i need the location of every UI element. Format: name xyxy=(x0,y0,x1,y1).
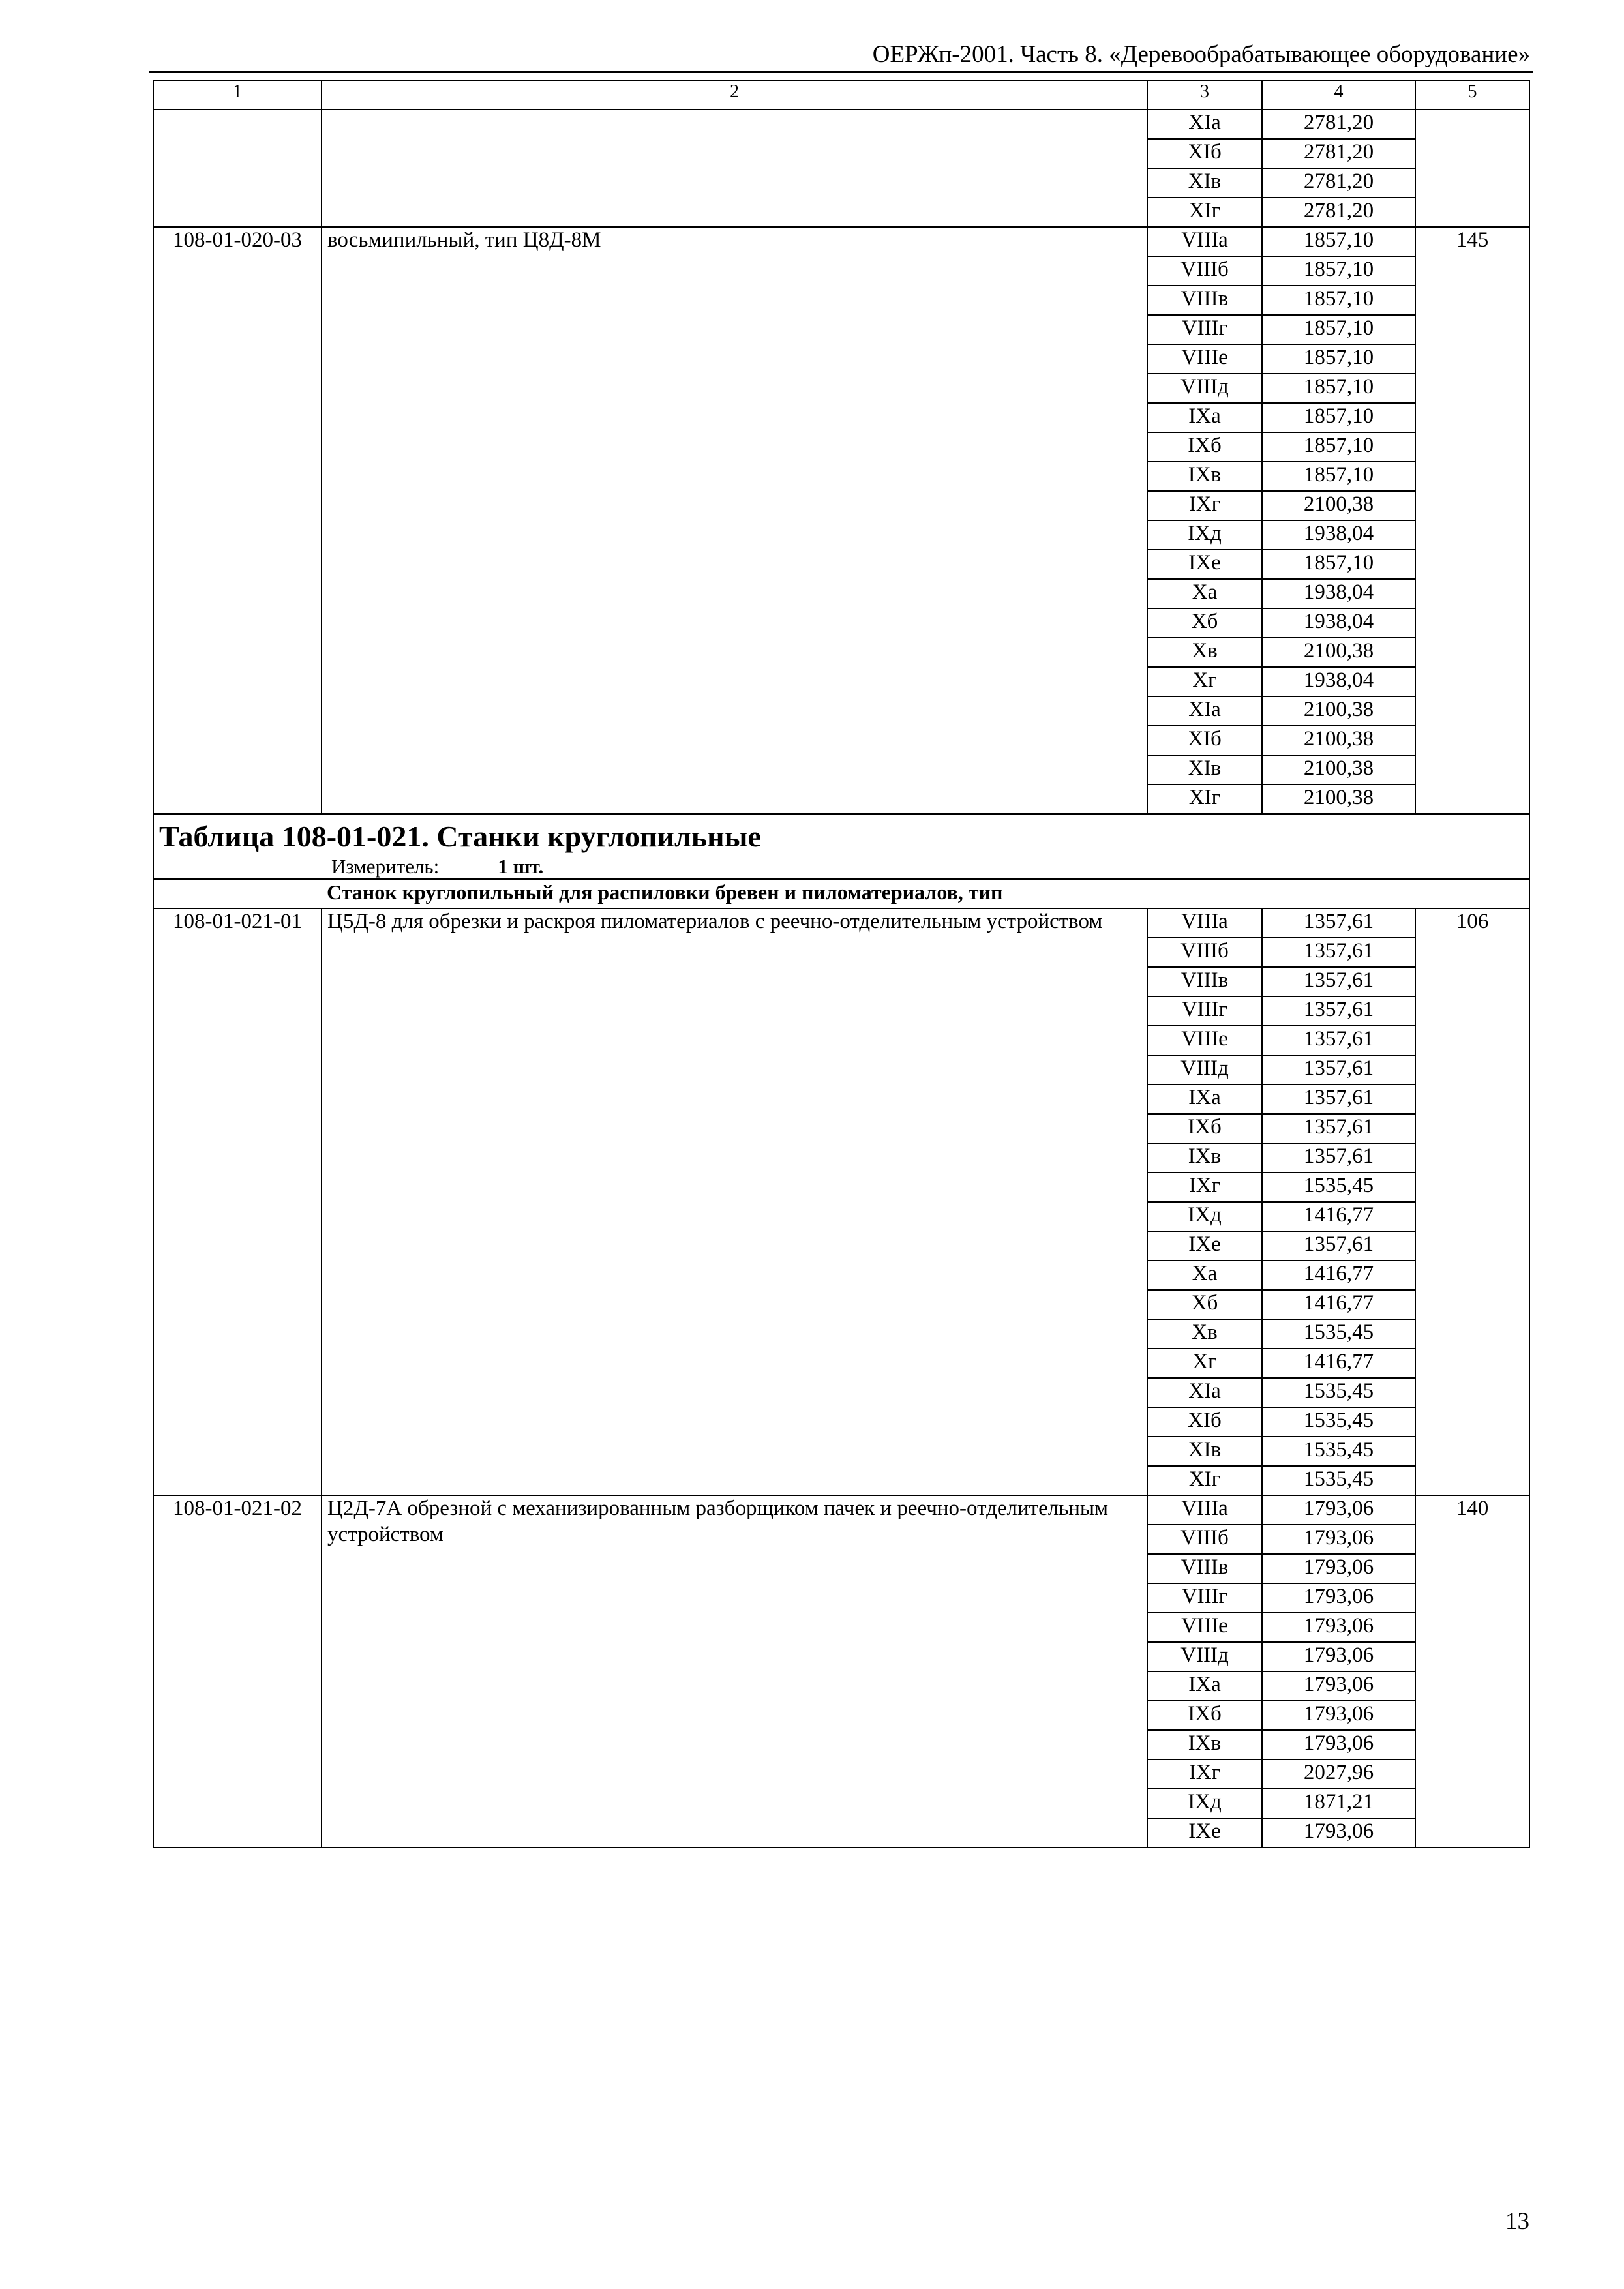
price-cell: 2027,96 xyxy=(1262,1759,1415,1789)
price-cell: 1793,06 xyxy=(1262,1701,1415,1730)
zone-cell: IXб xyxy=(1147,432,1262,462)
price-cell: 1535,45 xyxy=(1262,1378,1415,1407)
zone-cell: VIIIa xyxy=(1147,908,1262,938)
price-cell: 1357,61 xyxy=(1262,938,1415,967)
zone-cell: IXг xyxy=(1147,1173,1262,1202)
price-cell: 1357,61 xyxy=(1262,996,1415,1026)
column-number: 1 xyxy=(153,80,322,110)
item-name-cell xyxy=(322,110,1147,227)
table-row xyxy=(153,227,1529,256)
price-cell: 1416,77 xyxy=(1262,1349,1415,1378)
price-cell: 1857,10 xyxy=(1262,374,1415,403)
zone-cell: VIIIa xyxy=(1147,1495,1262,1525)
price-cell: 1793,06 xyxy=(1262,1730,1415,1759)
zone-cell: Xв xyxy=(1147,1319,1262,1349)
table-title: Таблица 108-01-021. Станки круглопильные xyxy=(159,820,761,853)
price-cell: 1793,06 xyxy=(1262,1642,1415,1671)
column-number: 3 xyxy=(1147,80,1262,110)
unit-value: 1 шт. xyxy=(498,855,544,878)
price-cell: 1793,06 xyxy=(1262,1818,1415,1848)
price-cell: 1535,45 xyxy=(1262,1407,1415,1437)
zone-cell: IXв xyxy=(1147,462,1262,491)
column-number-row xyxy=(153,80,1529,110)
price-cell: 1357,61 xyxy=(1262,1055,1415,1085)
unit-label: Измеритель: xyxy=(331,855,440,878)
price-table-page xyxy=(153,80,1529,1848)
item-code-cell xyxy=(153,110,322,227)
price-cell: 1857,10 xyxy=(1262,432,1415,462)
price-cell: 1535,45 xyxy=(1262,1319,1415,1349)
price-cell: 1857,10 xyxy=(1262,403,1415,432)
zone-cell: VIIIe xyxy=(1147,344,1262,374)
zone-cell: XIб xyxy=(1147,1407,1262,1437)
price-cell: 1938,04 xyxy=(1262,608,1415,638)
price-cell: 1857,10 xyxy=(1262,462,1415,491)
price-cell: 2781,20 xyxy=(1262,198,1415,227)
zone-cell: IXг xyxy=(1147,491,1262,520)
price-cell: 1416,77 xyxy=(1262,1202,1415,1231)
price-cell: 1357,61 xyxy=(1262,1231,1415,1261)
price-cell: 1938,04 xyxy=(1262,520,1415,550)
zone-cell: IXб xyxy=(1147,1114,1262,1143)
group-heading: Станок круглопильный для распиловки бревен и пиломатериалов, тип xyxy=(322,879,1529,908)
zone-cell: IXб xyxy=(1147,1701,1262,1730)
zone-cell: IXв xyxy=(1147,1143,1262,1173)
price-cell: 1535,45 xyxy=(1262,1173,1415,1202)
table-row xyxy=(153,110,1529,139)
price-cell: 1793,06 xyxy=(1262,1525,1415,1554)
mass-cell: 145 xyxy=(1415,227,1529,814)
price-table xyxy=(153,80,1530,1848)
price-cell: 1857,10 xyxy=(1262,344,1415,374)
zone-cell: IXд xyxy=(1147,1202,1262,1231)
mass-cell: 140 xyxy=(1415,1495,1529,1848)
table-row xyxy=(153,1495,1529,1525)
running-header: ОЕРЖп-2001. Часть 8. «Деревообрабатывающее оборудование» xyxy=(872,41,1530,68)
price-cell: 2100,38 xyxy=(1262,696,1415,726)
price-cell: 1357,61 xyxy=(1262,908,1415,938)
price-cell: 2781,20 xyxy=(1262,139,1415,168)
price-cell: 1357,61 xyxy=(1262,1026,1415,1055)
zone-cell: Xг xyxy=(1147,667,1262,696)
price-cell: 2100,38 xyxy=(1262,755,1415,785)
price-cell: 1793,06 xyxy=(1262,1613,1415,1642)
zone-cell: XIб xyxy=(1147,139,1262,168)
zone-cell: Xa xyxy=(1147,579,1262,608)
price-cell: 1793,06 xyxy=(1262,1554,1415,1583)
item-code-cell: 108-01-020-03 xyxy=(153,227,322,814)
zone-cell: VIIIe xyxy=(1147,1026,1262,1055)
zone-cell: VIIIб xyxy=(1147,256,1262,286)
price-cell: 2781,20 xyxy=(1262,110,1415,139)
price-table-body xyxy=(153,80,1529,1848)
zone-cell: VIIIб xyxy=(1147,938,1262,967)
zone-cell: IXд xyxy=(1147,1789,1262,1818)
zone-cell: Xa xyxy=(1147,1261,1262,1290)
zone-cell: XIг xyxy=(1147,198,1262,227)
zone-cell: XIг xyxy=(1147,785,1262,814)
price-cell: 1857,10 xyxy=(1262,315,1415,344)
zone-cell: Xг xyxy=(1147,1349,1262,1378)
item-code-cell: 108-01-021-02 xyxy=(153,1495,322,1848)
price-cell: 1357,61 xyxy=(1262,967,1415,996)
price-cell: 1535,45 xyxy=(1262,1437,1415,1466)
group-heading-code-cell xyxy=(153,879,322,908)
price-cell: 1357,61 xyxy=(1262,1114,1415,1143)
price-cell: 2100,38 xyxy=(1262,785,1415,814)
item-name-cell: восьмипильный, тип Ц8Д-8М xyxy=(322,227,1147,814)
price-cell: 1871,21 xyxy=(1262,1789,1415,1818)
mass-cell xyxy=(1415,110,1529,227)
zone-cell: IXe xyxy=(1147,550,1262,579)
item-name-cell: Ц2Д-7А обрезной с механизированным разборщиком пачек и реечно-отделительным устройством xyxy=(322,1495,1147,1848)
price-cell: 1416,77 xyxy=(1262,1261,1415,1290)
zone-cell: XIa xyxy=(1147,110,1262,139)
zone-cell: VIIIв xyxy=(1147,967,1262,996)
zone-cell: XIв xyxy=(1147,1437,1262,1466)
zone-cell: IXa xyxy=(1147,1671,1262,1701)
zone-cell: XIг xyxy=(1147,1466,1262,1495)
mass-cell: 106 xyxy=(1415,908,1529,1495)
zone-cell: XIa xyxy=(1147,696,1262,726)
zone-cell: VIIIд xyxy=(1147,374,1262,403)
zone-cell: VIIIв xyxy=(1147,1554,1262,1583)
zone-cell: XIв xyxy=(1147,168,1262,198)
zone-cell: XIa xyxy=(1147,1378,1262,1407)
column-number: 4 xyxy=(1262,80,1415,110)
page-number: 13 xyxy=(1505,2208,1529,2235)
zone-cell: IXe xyxy=(1147,1818,1262,1848)
table-title-row xyxy=(153,814,1529,879)
item-code-cell: 108-01-021-01 xyxy=(153,908,322,1495)
item-name-cell: Ц5Д-8 для обрезки и раскроя пиломатериалов с реечно-отделительным устройством xyxy=(322,908,1147,1495)
price-cell: 1857,10 xyxy=(1262,256,1415,286)
group-heading-row xyxy=(153,879,1529,908)
price-cell: 2100,38 xyxy=(1262,638,1415,667)
zone-cell: VIIIг xyxy=(1147,315,1262,344)
table-row xyxy=(153,908,1529,938)
zone-cell: VIIIб xyxy=(1147,1525,1262,1554)
price-cell: 1416,77 xyxy=(1262,1290,1415,1319)
unit-line xyxy=(154,854,1529,878)
zone-cell: VIIIa xyxy=(1147,227,1262,256)
column-number: 2 xyxy=(322,80,1147,110)
zone-cell: VIIIд xyxy=(1147,1055,1262,1085)
zone-cell: XIб xyxy=(1147,726,1262,755)
zone-cell: IXг xyxy=(1147,1759,1262,1789)
zone-cell: IXв xyxy=(1147,1730,1262,1759)
price-cell: 1357,61 xyxy=(1262,1143,1415,1173)
price-cell: 1938,04 xyxy=(1262,579,1415,608)
price-cell: 1793,06 xyxy=(1262,1671,1415,1701)
price-cell: 2781,20 xyxy=(1262,168,1415,198)
table-title-cell xyxy=(153,814,1529,879)
zone-cell: VIIIд xyxy=(1147,1642,1262,1671)
zone-cell: IXa xyxy=(1147,403,1262,432)
price-cell: 1857,10 xyxy=(1262,286,1415,315)
price-cell: 1357,61 xyxy=(1262,1085,1415,1114)
zone-cell: Xб xyxy=(1147,608,1262,638)
price-cell: 2100,38 xyxy=(1262,491,1415,520)
price-cell: 1793,06 xyxy=(1262,1495,1415,1525)
price-cell: 1857,10 xyxy=(1262,550,1415,579)
zone-cell: VIIIe xyxy=(1147,1613,1262,1642)
price-cell: 1535,45 xyxy=(1262,1466,1415,1495)
price-cell: 1938,04 xyxy=(1262,667,1415,696)
zone-cell: VIIIг xyxy=(1147,1583,1262,1613)
zone-cell: IXe xyxy=(1147,1231,1262,1261)
zone-cell: VIIIв xyxy=(1147,286,1262,315)
zone-cell: Xб xyxy=(1147,1290,1262,1319)
zone-cell: IXa xyxy=(1147,1085,1262,1114)
column-number: 5 xyxy=(1415,80,1529,110)
header-rule xyxy=(149,71,1533,73)
zone-cell: VIIIг xyxy=(1147,996,1262,1026)
zone-cell: IXд xyxy=(1147,520,1262,550)
zone-cell: Xв xyxy=(1147,638,1262,667)
price-cell: 1793,06 xyxy=(1262,1583,1415,1613)
zone-cell: XIв xyxy=(1147,755,1262,785)
price-cell: 1857,10 xyxy=(1262,227,1415,256)
price-cell: 2100,38 xyxy=(1262,726,1415,755)
